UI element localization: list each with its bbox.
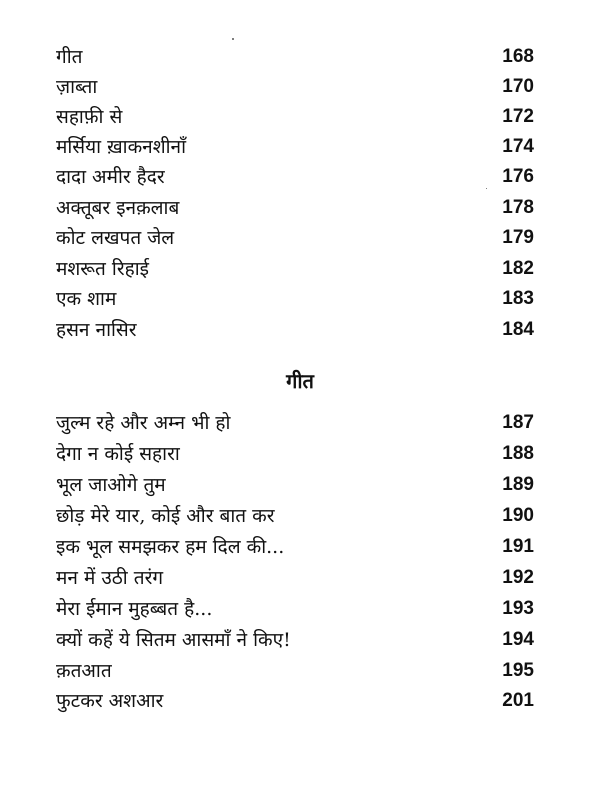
toc-entry-page: 187 [502, 412, 534, 433]
toc-entry[interactable] [56, 193, 534, 223]
toc-entry[interactable] [56, 223, 534, 253]
toc-entry-title: कोट लखपत जेल [56, 227, 175, 249]
toc-entry[interactable] [56, 625, 534, 655]
toc-entry-page: 178 [502, 197, 534, 218]
toc-entry[interactable] [56, 42, 534, 72]
toc-entry[interactable] [56, 254, 534, 284]
toc-entry[interactable] [56, 102, 534, 132]
toc-entry-page: 179 [502, 227, 534, 248]
toc-entry-title: हसन नासिर [56, 319, 137, 341]
toc-entry-title: फुटकर अशआर [56, 690, 164, 712]
toc-entry-title: सहाफ़ी से [56, 106, 123, 128]
toc-entry-title: मर्सिया ख़ाकनशीनाँ [56, 136, 187, 158]
toc-entry-title: दादा अमीर हैदर [56, 166, 165, 188]
toc-entry[interactable] [56, 686, 534, 716]
toc-entry-title: छोड़ मेरे यार, कोई और बात कर [56, 505, 275, 527]
toc-entry-title: ज़ाब्ता [56, 76, 98, 98]
toc-entry[interactable] [56, 563, 534, 593]
toc-entry-page: 194 [502, 629, 534, 650]
section-heading: गीत [286, 369, 314, 393]
toc-entry[interactable] [56, 132, 534, 162]
toc-entry-page: 168 [502, 46, 534, 67]
toc-entry-title: क़तआत [56, 660, 112, 682]
toc-entry-page: 183 [502, 288, 534, 309]
toc-entry-title: एक शाम [56, 288, 117, 310]
scan-speck [232, 38, 234, 40]
toc-entry-page: 182 [502, 258, 534, 279]
toc-entry-title: जुल्म रहे और अम्न भी हो [56, 412, 231, 434]
toc-entry-title: इक भूल समझकर हम दिल की... [56, 536, 285, 558]
toc-entry-page: 176 [502, 166, 534, 187]
toc-entry-title: देगा न कोई सहारा [56, 443, 180, 465]
toc-entry-page: 191 [502, 536, 534, 557]
toc-entry[interactable] [56, 439, 534, 469]
toc-entry-page: 184 [502, 319, 534, 340]
toc-entry-page: 190 [502, 505, 534, 526]
toc-entry[interactable] [56, 532, 534, 562]
toc-entry-page: 172 [502, 106, 534, 127]
toc-entry-title: अक्तूबर इनक़लाब [56, 197, 180, 219]
toc-entry-title: भूल जाओगे तुम [56, 474, 166, 496]
toc-entry[interactable] [56, 284, 534, 314]
toc-entry-page: 201 [502, 690, 534, 711]
toc-entry-title: मन में उठी तरंग [56, 567, 164, 589]
toc-entry-page: 174 [502, 136, 534, 157]
toc-entry[interactable] [56, 72, 534, 102]
toc-entry-page: 192 [502, 567, 534, 588]
toc-entry-title: क्यों कहें ये सितम आसमाँ ने किए! [56, 629, 291, 651]
toc-entry[interactable] [56, 501, 534, 531]
toc-entry-title: मेरा ईमान मुहब्बत है... [56, 598, 213, 620]
toc-entry[interactable] [56, 470, 534, 500]
toc-entry[interactable] [56, 408, 534, 438]
toc-entry-page: 188 [502, 443, 534, 464]
toc-entry-title: मशरूत रिहाई [56, 258, 149, 280]
toc-entry[interactable] [56, 162, 534, 192]
toc-entry-title: गीत [56, 46, 83, 68]
toc-entry[interactable] [56, 315, 534, 345]
toc-entry-page: 170 [502, 76, 534, 97]
toc-entry[interactable] [56, 594, 534, 624]
toc-entry[interactable] [56, 656, 534, 686]
toc-entry-page: 195 [502, 660, 534, 681]
toc-entry-page: 189 [502, 474, 534, 495]
toc-entry-page: 193 [502, 598, 534, 619]
